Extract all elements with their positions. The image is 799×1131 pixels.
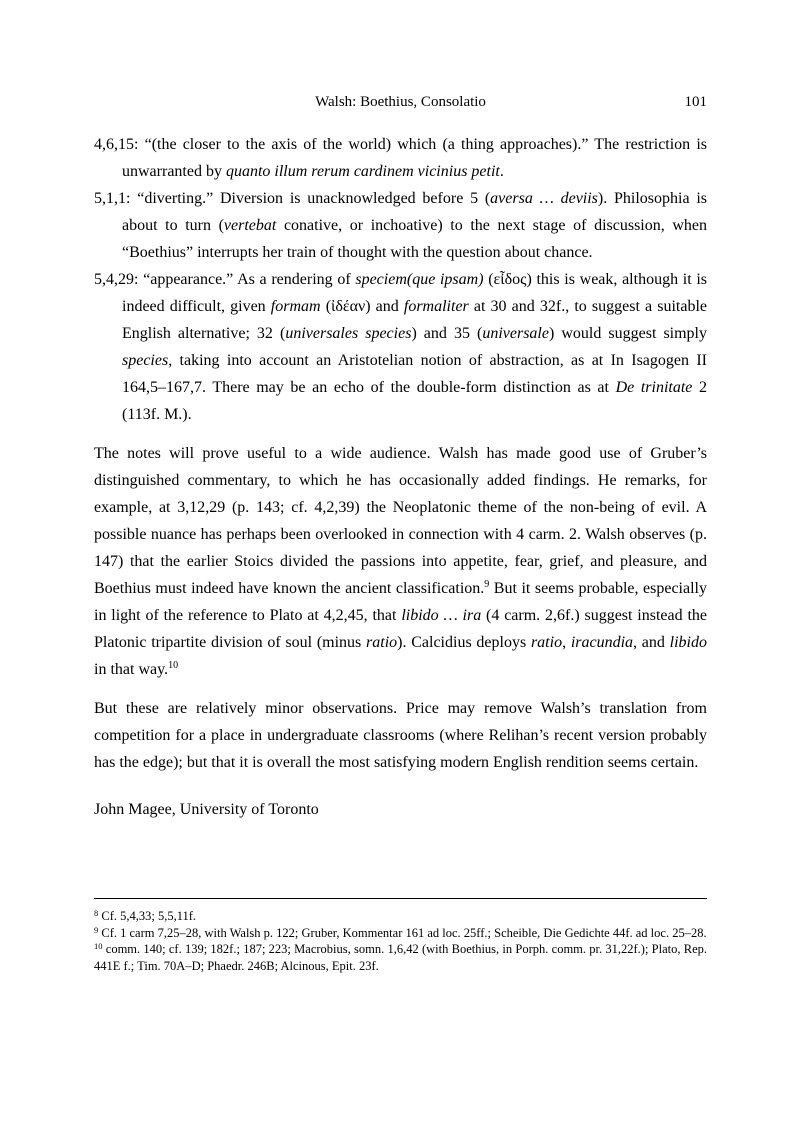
footnote-marker: 10 xyxy=(94,941,103,951)
signature: John Magee, University of Toronto xyxy=(94,801,319,818)
text-run: ) and 35 ( xyxy=(411,325,483,342)
italic-text: aversa … deviis xyxy=(490,190,598,207)
italic-text: universales species xyxy=(285,325,412,342)
page-number: 101 xyxy=(684,94,707,110)
text-run: , taking into account an Aristotelian notion of abstraction, as at In Isagogen II 164,5–167,7. There may be an echo of the double-form distinction as at xyxy=(122,352,707,396)
italic-text: speciem(que ipsam) xyxy=(355,271,484,288)
text-run: But these are relatively minor observations. Price may remove Walsh’s translation from competition for a place in undergraduate classrooms (where Relihan’s recent version probably has the edge); but that it is overall the most satisfying modern English rendition seems certain. xyxy=(94,700,707,771)
text-run: 4,6,15: “(the closer to the axis of the world) which (a thing approaches).” The restriction is unwarranted by xyxy=(94,136,707,180)
footnote-rule xyxy=(94,898,707,899)
footnote-item xyxy=(94,925,707,942)
footnote-item xyxy=(94,908,707,925)
text-run: . xyxy=(499,163,504,180)
text-run: But it seems probable, especially in light of the reference to Plato at 4,2,45, that xyxy=(94,580,707,624)
italic-text: vertebat xyxy=(223,217,277,234)
text-run: Cf. 5,4,33; 5,5,11f. xyxy=(101,909,197,923)
footnotes-section xyxy=(94,898,707,974)
text-run: , xyxy=(562,634,571,651)
footnote-item xyxy=(94,941,707,974)
text-run: , and xyxy=(633,634,670,651)
text-run: conative, or inchoative) to the next stage of discussion, when “Boethius” interrupts her train of thought with the question about chance. xyxy=(122,217,707,261)
text-run: ) would suggest simply xyxy=(548,325,708,342)
body-paragraph xyxy=(94,440,707,683)
italic-text: ratio xyxy=(530,634,563,651)
text-run: 2 (113f. M.). xyxy=(122,379,707,423)
italic-text: universale xyxy=(482,325,549,342)
text-run: ). Calcidius deploys xyxy=(397,634,531,651)
paragraphs-section xyxy=(94,440,707,776)
italic-text: libido … ira xyxy=(401,607,482,624)
notes-section xyxy=(94,131,707,428)
italic-text: species xyxy=(122,352,169,369)
text-run: 5,4,29: “appearance.” As a rendering of xyxy=(94,271,356,288)
text-run: (ἰδέαν) and xyxy=(320,298,404,315)
page-header xyxy=(94,93,707,111)
text-run: in that way. xyxy=(94,661,169,678)
text-run: The notes will prove useful to a wide audience. Walsh has made good use of Gruber’s distinguished commentary, to which he has occasionally added findings. He remarks, for example, at 3,12,29 (p. 143; cf. 4,2,39) the Neoplatonic theme of the non-being of evil. A possible nuance has perhaps been overlooked in connection with 4 carm. 2. Walsh observes (p. 147) that the earlier Stoics divided the passions into appetite, fear, grief, and pleasure, and Boethius must indeed have known the ancient classification. xyxy=(94,445,707,597)
italic-text: iracundia xyxy=(570,634,634,651)
footnote-reference: 9 xyxy=(484,579,490,590)
running-header: Walsh: Boethius, Consolatio xyxy=(315,94,486,110)
footnote-marker: 8 xyxy=(94,908,99,918)
note-entry xyxy=(94,131,707,185)
footnote-marker: 9 xyxy=(94,924,99,935)
italic-text: formam xyxy=(270,298,321,315)
italic-text: formaliter xyxy=(403,298,469,315)
footnote-reference: 10 xyxy=(168,660,179,671)
italic-text: ratio xyxy=(366,634,398,651)
footnotes-list xyxy=(94,908,707,974)
note-entry xyxy=(94,185,707,266)
text-run: (4 carm. 2,6f.) suggest instead the Platonic tripartite division of soul (minus xyxy=(94,607,707,651)
text-run: 5,1,1: “diverting.” Diversion is unacknowledged before 5 ( xyxy=(94,190,491,207)
body-text xyxy=(94,131,707,823)
note-entry xyxy=(94,266,707,428)
text-run: (εἶδος) this is weak, although it is indeed difficult, given xyxy=(122,271,708,315)
text-run: ). Philosophia is about to turn ( xyxy=(122,190,708,234)
text-run: comm. 140; cf. 139; 182f.; 187; 223; Macrobius, somn. 1,6,42 (with Boethius, in Porph. comm. pr. 31,22f.); Plato, Rep. 441E f.; Tim. 70A–D; Phaedr. 246B; Alcinous, Epit. 23f. xyxy=(94,942,708,973)
italic-text: libido xyxy=(669,634,707,651)
italic-text: quanto illum rerum cardinem vicinius petit xyxy=(225,163,500,180)
text-run: Cf. 1 carm 7,25–28, with Walsh p. 122; Gruber, Kommentar 161 ad loc. 25ff.; Scheible, Die Gedichte 44f. ad loc. 25–28. xyxy=(101,925,707,940)
italic-text: De trinitate xyxy=(615,379,693,396)
text-run: at 30 and 32f., to suggest a suitable English alternative; 32 ( xyxy=(122,298,707,342)
body-paragraph xyxy=(94,695,707,776)
